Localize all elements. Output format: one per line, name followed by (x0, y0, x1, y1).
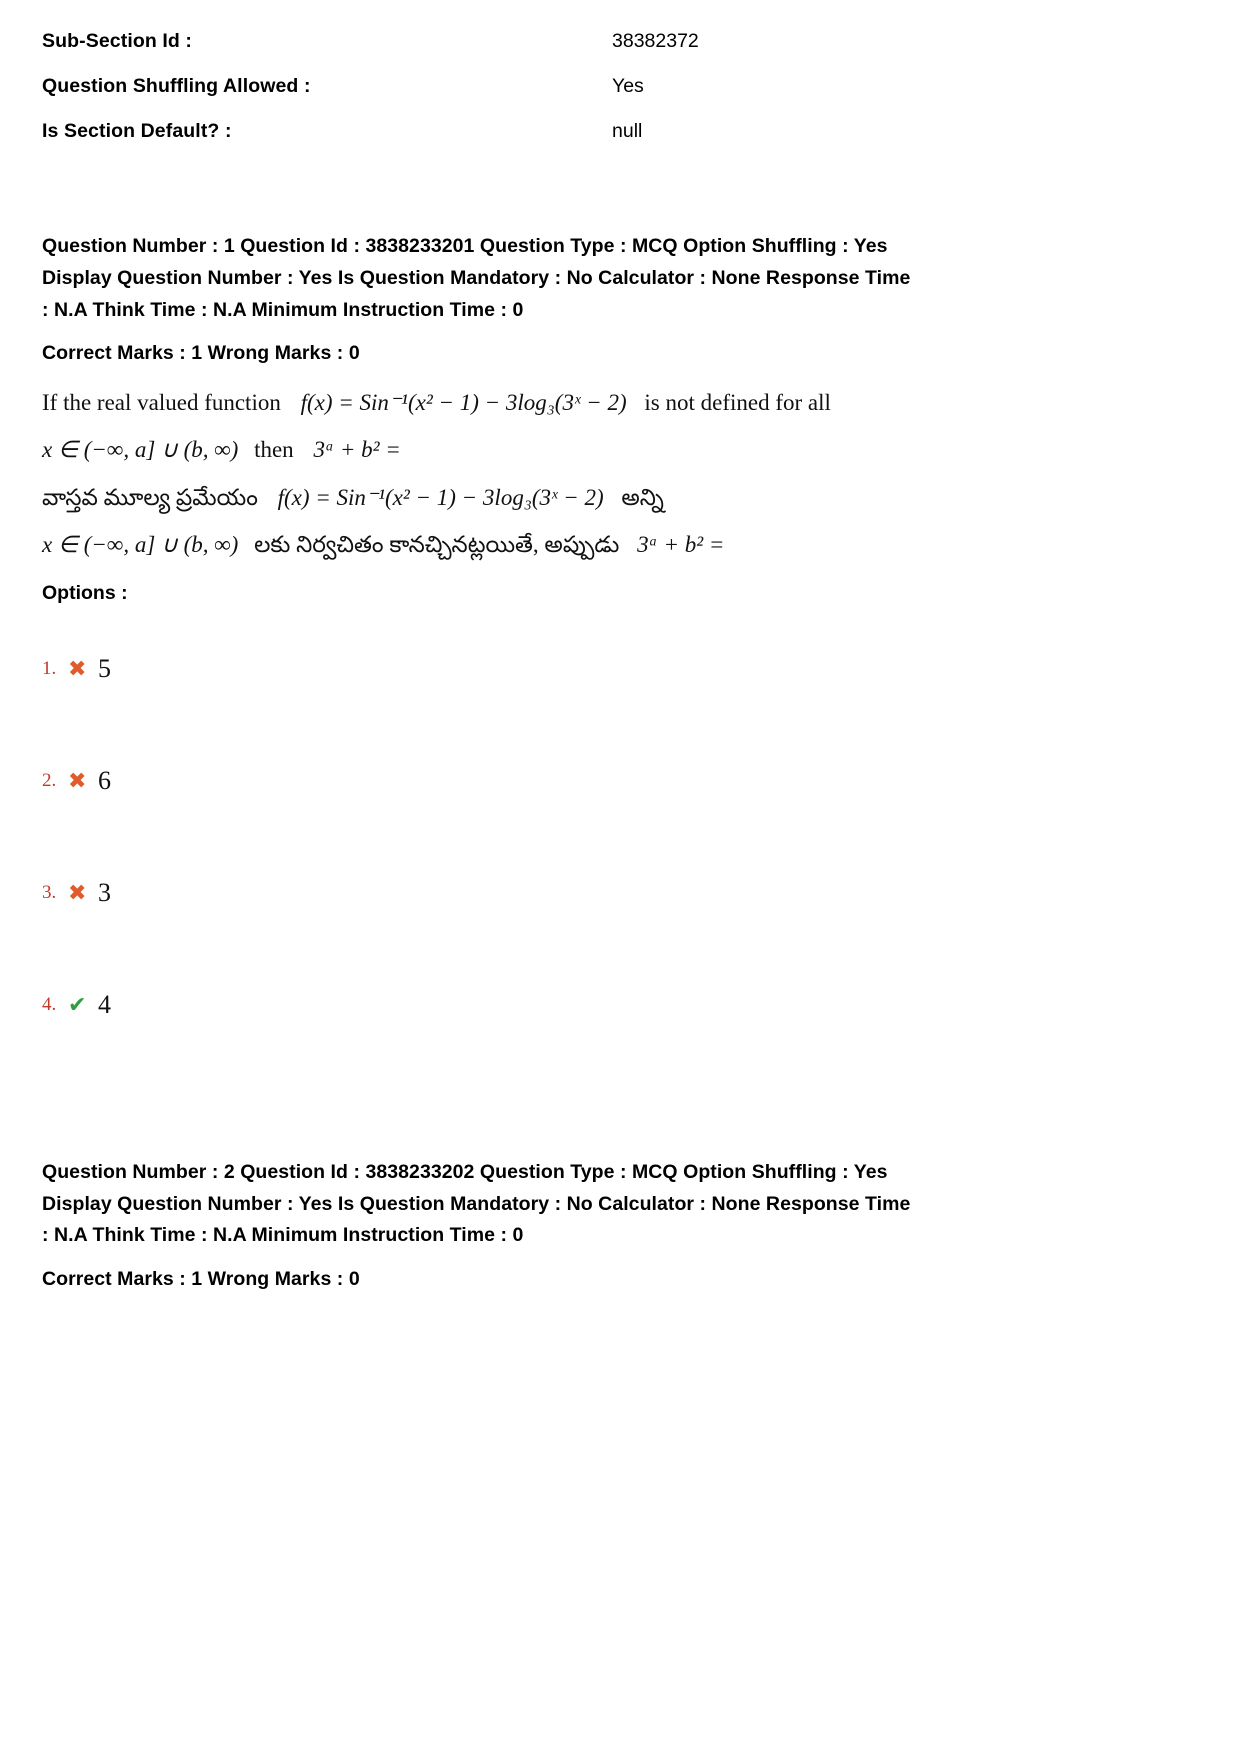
cross-icon: ✖ (68, 655, 87, 681)
check-icon: ✔ (68, 991, 87, 1017)
telugu-text-pre: వాస్తవ మూల్య ప్రమేయం (42, 484, 258, 510)
cross-icon: ✖ (68, 767, 87, 793)
option-number: 3. (42, 881, 57, 903)
question-2-marks: Correct Marks : 1 Wrong Marks : 0 (42, 1268, 360, 1291)
question-2-header-line-3: : N.A Think Time : N.A Minimum Instruction Time : 0 (42, 1224, 524, 1247)
option-text: 3 (98, 877, 111, 907)
english-math-2: x ∈ (−∞, a] ∪ (b, ∞) (42, 437, 239, 463)
option-text: 5 (98, 653, 111, 683)
telugu-text-mid: లకు నిర్వచితం కానచ్చినట్లయితే, అప్పుడు (254, 531, 620, 557)
cross-icon: ✖ (68, 879, 87, 905)
question-1-marks: Correct Marks : 1 Wrong Marks : 0 (42, 342, 360, 365)
telugu-math-2: x ∈ (−∞, a] ∪ (b, ∞) (42, 531, 239, 557)
telugu-math-3: 3ᵃ + b² = (637, 531, 725, 557)
question-1-header-line-3: : N.A Think Time : N.A Minimum Instruction Time : 0 (42, 298, 524, 321)
question-block-1 (42, 231, 1198, 1061)
option-item-3[interactable] (42, 837, 1198, 949)
option-number: 4. (42, 993, 57, 1015)
option-text: 4 (98, 989, 111, 1019)
option-item-1[interactable] (42, 613, 1198, 725)
meta-label: Is Section Default? : (42, 120, 232, 142)
question-1-header (42, 231, 1112, 326)
meta-value: Yes (612, 75, 644, 97)
option-number: 1. (42, 657, 57, 679)
english-math-3: 3ᵃ + b² = (313, 437, 401, 463)
question-2-header-line-1: Question Number : 2 Question Id : 3838233202 Question Type : MCQ Option Shuffling : Yes (42, 1160, 888, 1183)
meta-label: Sub-Section Id : (42, 30, 193, 52)
section-meta-block (42, 30, 1198, 143)
spacer (42, 165, 1198, 231)
option-number: 2. (42, 769, 57, 791)
question-1-english-line-2 (42, 426, 1198, 473)
option-text: 6 (98, 765, 111, 795)
meta-value: null (612, 120, 643, 142)
question-1-header-line-2: Display Question Number : Yes Is Question Mandatory : No Calculator : None Response Time (42, 266, 911, 289)
question-1-telugu-line-2 (42, 521, 1198, 568)
question-2-header-line-2: Display Question Number : Yes Is Question Mandatory : No Calculator : None Response Time (42, 1192, 911, 1215)
english-text-mid: then (254, 437, 294, 463)
question-1-english-line-1 (42, 379, 1198, 426)
english-text-post: is not defined for all (644, 390, 831, 416)
meta-value: 38382372 (612, 30, 699, 52)
english-text-pre: If the real valued function (42, 390, 281, 416)
options-label: Options : (42, 581, 128, 604)
meta-label: Question Shuffling Allowed : (42, 75, 311, 97)
question-1-body (42, 379, 1198, 568)
question-2-header (42, 1157, 1112, 1252)
options-list (42, 613, 1198, 1061)
question-block-2 (42, 1157, 1198, 1291)
option-item-2[interactable] (42, 725, 1198, 837)
meta-row-subsection-id (42, 30, 1198, 53)
english-math-1: f(x) = Sin⁻¹(x² − 1) − 3log₃(3ˣ − 2) (300, 390, 627, 416)
question-1-telugu-line-1 (42, 474, 1198, 521)
meta-row-question-shuffling (42, 75, 1198, 98)
option-item-4[interactable] (42, 949, 1198, 1061)
meta-row-is-section-default (42, 120, 1198, 143)
spacer (42, 1061, 1198, 1157)
question-1-header-line-1: Question Number : 1 Question Id : 3838233201 Question Type : MCQ Option Shuffling : Yes (42, 235, 888, 257)
telugu-text-post: అన్ని (621, 484, 664, 510)
telugu-math-1: f(x) = Sin⁻¹(x² − 1) − 3log₃(3ˣ − 2) (277, 484, 604, 510)
